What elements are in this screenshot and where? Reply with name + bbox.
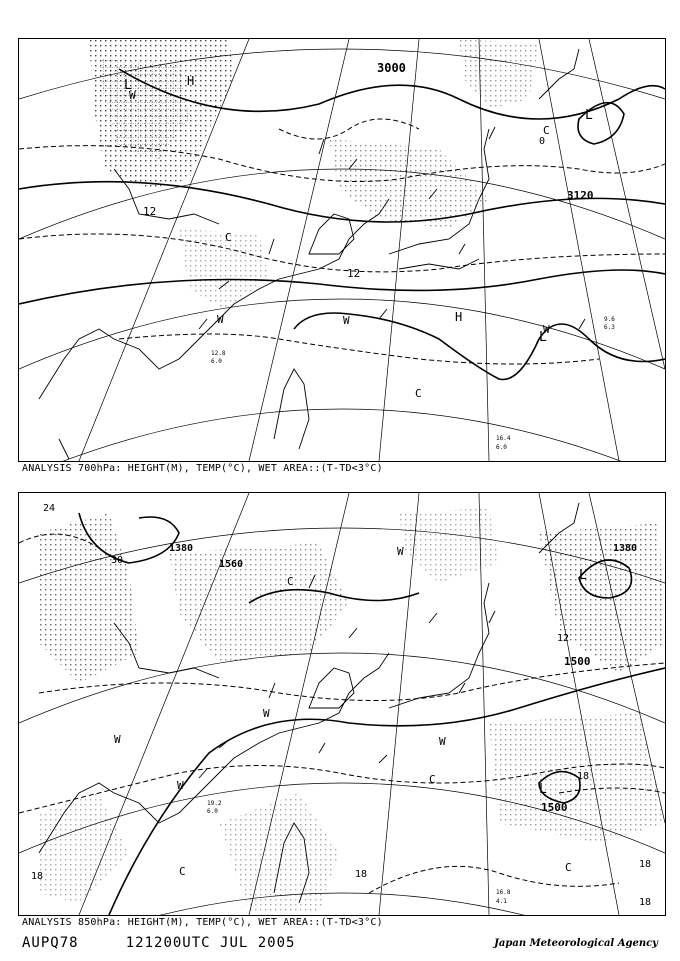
warm-label: W <box>263 707 270 720</box>
cold-label: C <box>225 231 232 244</box>
high-center-label: H <box>187 74 195 88</box>
station-value: 19.2 <box>207 800 222 807</box>
cold-label: C <box>287 575 294 588</box>
station-value: 6.3 <box>604 324 615 331</box>
warm-label: W <box>343 314 350 327</box>
station-value: 6.0 <box>207 808 218 815</box>
map-panel-700hpa <box>18 38 666 462</box>
temp-label-18: 18 <box>577 771 590 782</box>
caption-700hpa: ANALYSIS 700hPa: HEIGHT(M), TEMP(°C), WET AREA::(T-TD<3°C) <box>22 463 383 474</box>
map-700hpa-svg <box>19 39 665 461</box>
height-label-1500: 1500 <box>541 801 568 814</box>
station-value: 9.6 <box>604 316 615 323</box>
caption-850hpa: ANALYSIS 850hPa: HEIGHT(M), TEMP(°C), WET AREA::(T-TD<3°C) <box>22 917 383 928</box>
height-label-1380: 1380 <box>613 543 638 554</box>
temp-label-18: 18 <box>639 897 652 908</box>
temp-label-18: 18 <box>639 859 652 870</box>
warm-label: W <box>439 735 446 748</box>
cold-label: C <box>179 865 186 878</box>
height-label-3000: 3000 <box>377 61 406 75</box>
temp-label-0: 0 <box>539 136 546 147</box>
map-panel-850hpa <box>18 492 666 916</box>
cold-label: C <box>565 861 572 874</box>
low-center-label: L <box>585 108 593 123</box>
height-label-3120: 3120 <box>567 189 594 202</box>
temp-label-18: 18 <box>355 869 368 880</box>
low-center-label: L <box>539 782 547 797</box>
high-center-label: H <box>455 310 463 324</box>
warm-label: W <box>177 779 184 792</box>
low-center-label: L <box>124 78 132 93</box>
low-center-label: L <box>539 330 547 345</box>
warm-label: W <box>114 733 121 746</box>
warm-label: W <box>129 89 136 102</box>
height-label-1560: 1560 <box>219 559 244 570</box>
warm-label: W <box>543 323 550 336</box>
chart-code: AUPQ78 <box>22 935 79 951</box>
agency-credit: Japan Meteorological Agency <box>494 938 658 949</box>
height-label-1380: 1380 <box>169 543 194 554</box>
temp-label-12: 12 <box>143 205 157 218</box>
station-value: 4.1 <box>496 898 507 905</box>
temp-label-12: 12 <box>557 633 570 644</box>
height-label-1500: 1500 <box>564 655 591 668</box>
station-value: 6.0 <box>496 444 507 451</box>
map-850hpa-svg <box>19 493 665 915</box>
low-center-label: L <box>579 568 587 583</box>
temp-label-12: 12 <box>347 267 361 280</box>
temp-label-24: 24 <box>43 503 56 514</box>
warm-label: W <box>397 545 404 558</box>
station-value: 16.4 <box>496 435 511 442</box>
station-value: 12.8 <box>211 350 226 357</box>
chart-time: 121200UTC JUL 2005 <box>125 935 296 951</box>
wet-area-shading <box>39 508 665 913</box>
cold-label: C <box>429 773 436 786</box>
cold-label: C <box>415 387 422 400</box>
chart-identifier <box>22 935 295 951</box>
temp-label-18: 18 <box>31 871 44 882</box>
station-value: 16.8 <box>496 889 511 896</box>
cold-label: C <box>543 124 550 137</box>
temp-label-30: 30 <box>111 555 124 566</box>
warm-label: W <box>217 313 224 326</box>
station-value: 6.0 <box>211 358 222 365</box>
